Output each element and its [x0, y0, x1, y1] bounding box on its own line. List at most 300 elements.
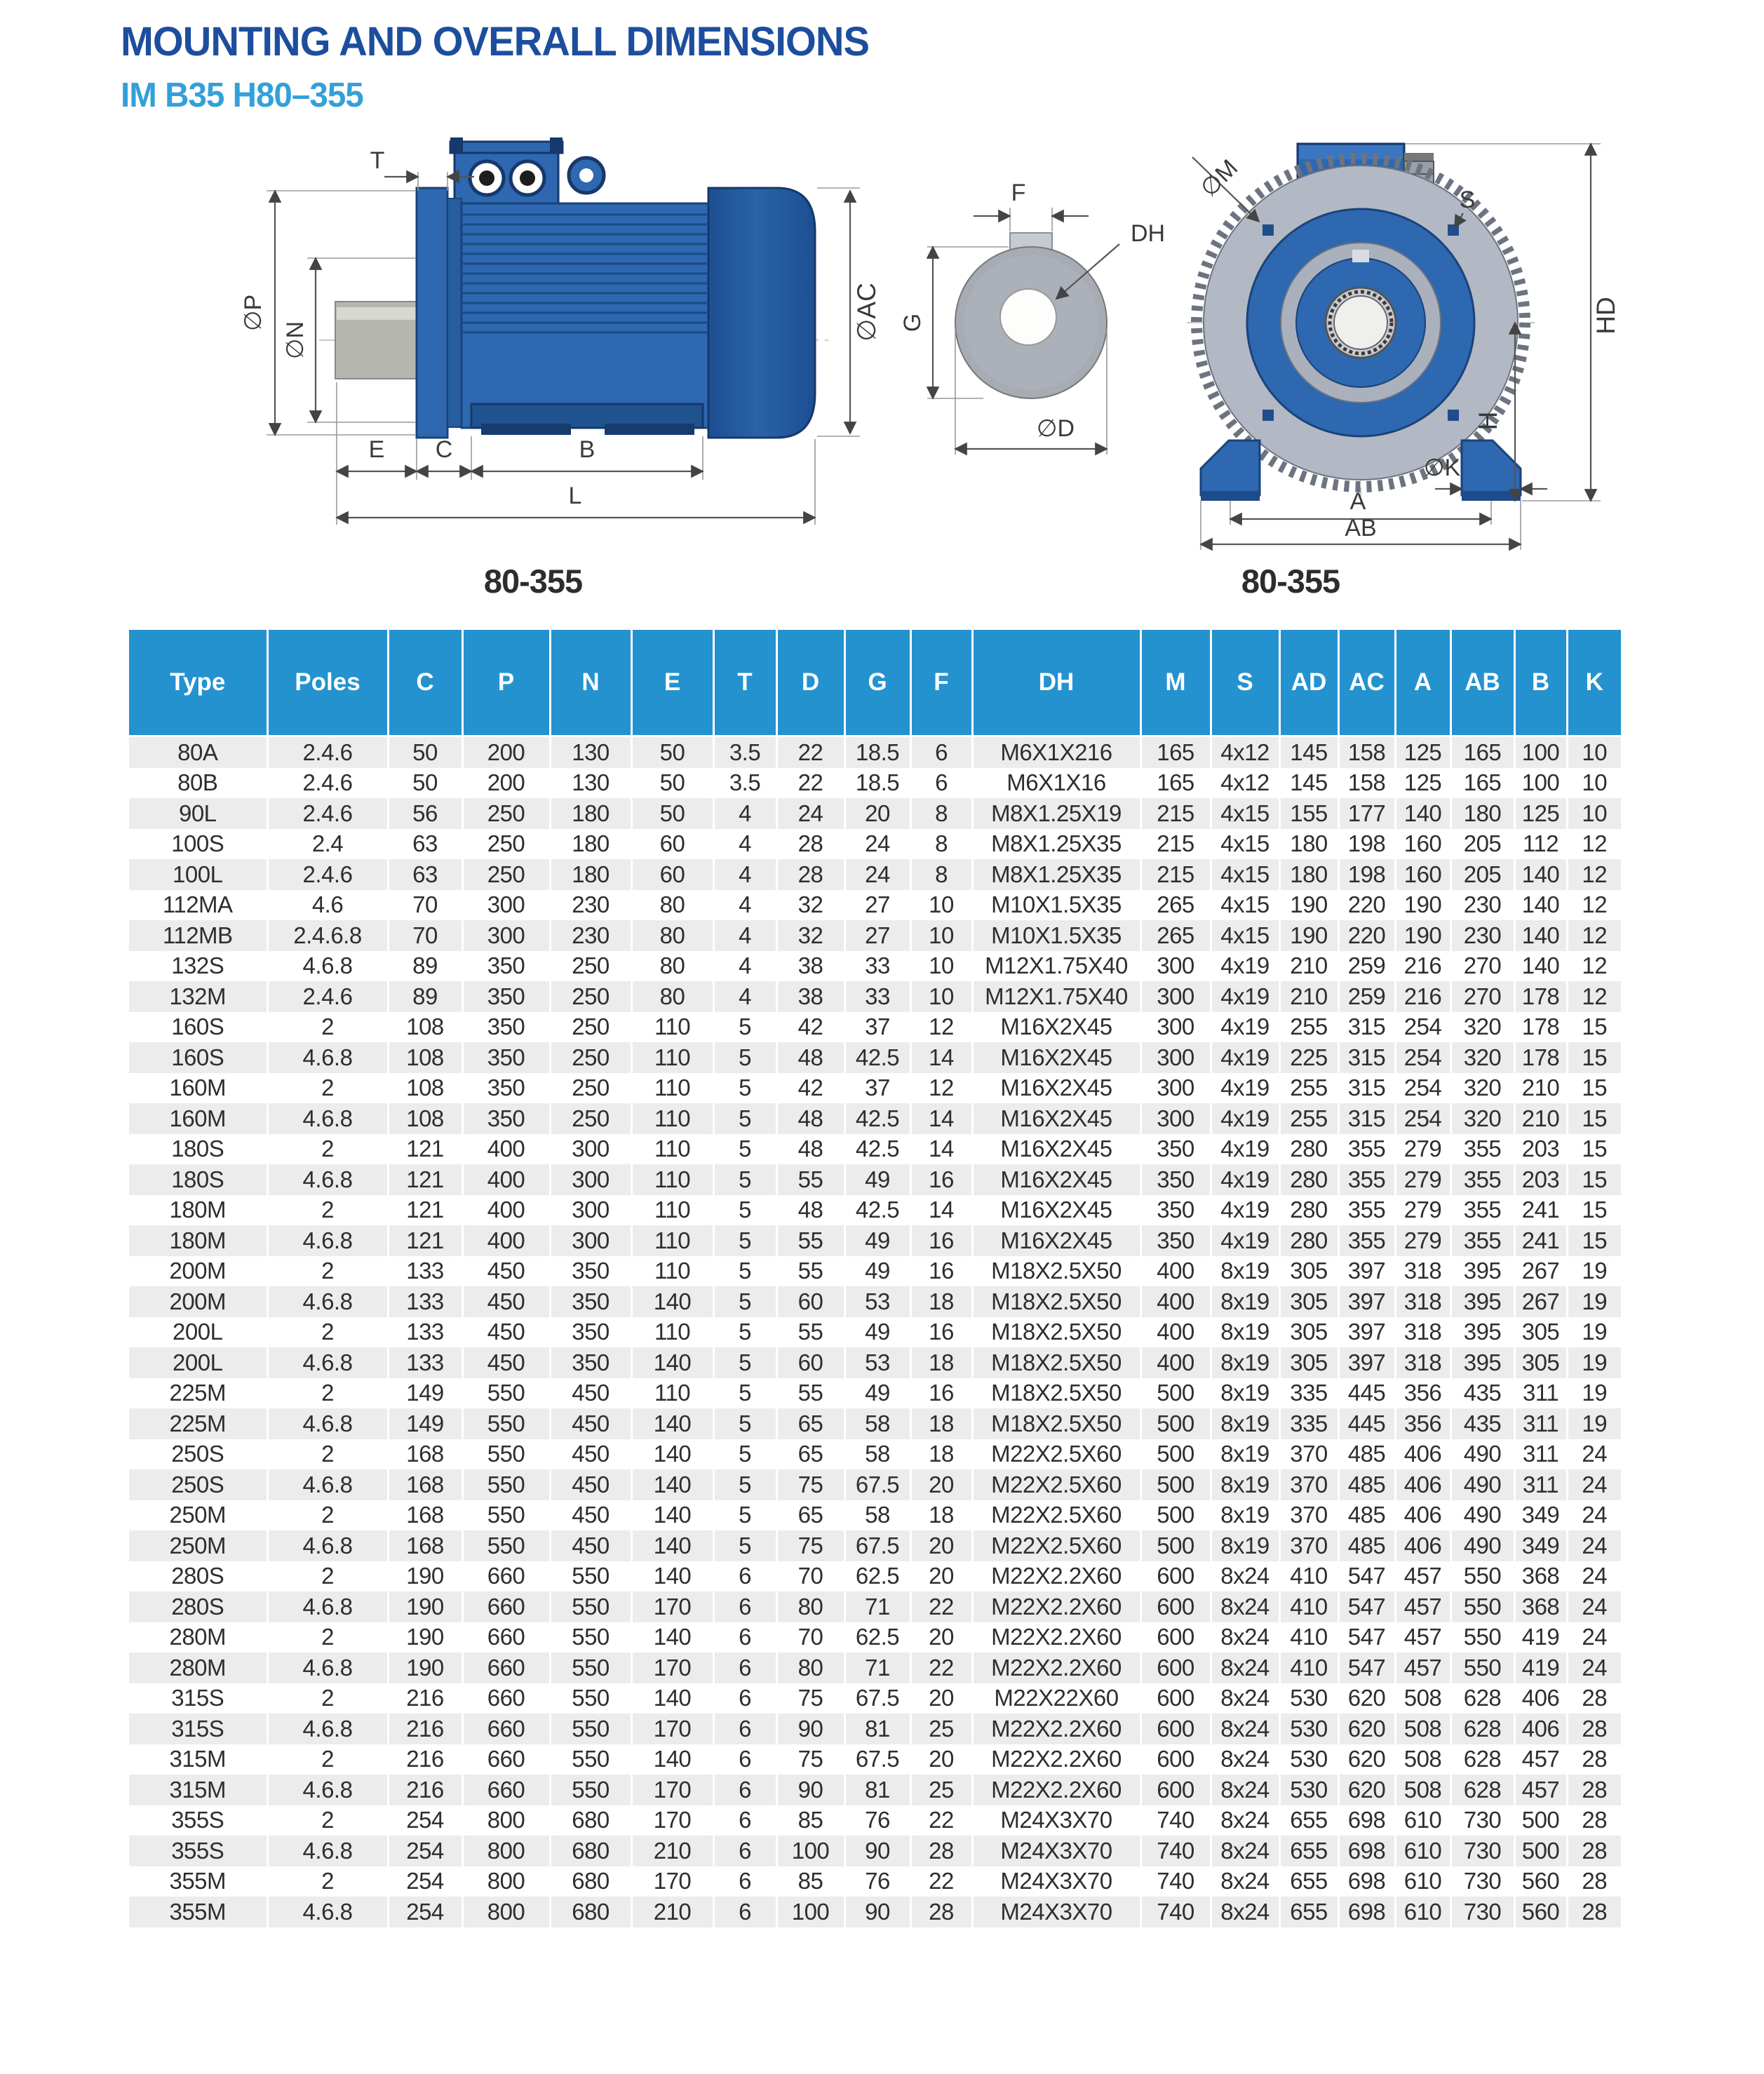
table-cell: 6 [713, 1652, 776, 1683]
table-cell: 110 [631, 1073, 713, 1104]
table-cell: 100L [129, 859, 267, 890]
table-cell: 110 [631, 1225, 713, 1256]
table-cell: 8x24 [1211, 1561, 1279, 1592]
table-cell: 4.6 [267, 890, 388, 921]
table-cell: 4.6.8 [267, 1775, 388, 1805]
table-cell: 280M [129, 1622, 267, 1653]
table-cell: M22X2.5X60 [972, 1439, 1140, 1470]
table-cell: 4 [713, 981, 776, 1012]
table-cell: 530 [1279, 1713, 1338, 1744]
table-cell: 5 [713, 1164, 776, 1195]
table-cell: 168 [388, 1469, 462, 1500]
table-cell: 58 [844, 1439, 910, 1470]
table-cell: 100 [776, 1897, 844, 1927]
table-cell: 6 [713, 1836, 776, 1866]
table-cell: 140 [1514, 920, 1567, 951]
table-row [129, 1500, 1621, 1531]
table-cell: 2.4.6 [267, 981, 388, 1012]
table-cell: 80 [631, 951, 713, 982]
table-cell: 42.5 [844, 1042, 910, 1073]
table-cell: 5 [713, 1134, 776, 1165]
table-cell: 680 [550, 1897, 631, 1927]
table-cell: 71 [844, 1591, 910, 1622]
table-cell: 6 [713, 1744, 776, 1775]
table-cell: 155 [1279, 798, 1338, 829]
table-cell: 200M [129, 1286, 267, 1317]
dim-label-F: F [1011, 180, 1026, 206]
table-cell: 5 [713, 1042, 776, 1073]
table-cell: 660 [462, 1561, 550, 1592]
table-cell: 355 [1338, 1195, 1395, 1226]
table-cell: 220 [1338, 920, 1395, 951]
dim-label-AC: ∅AC [852, 283, 881, 342]
table-cell: 215 [1140, 859, 1211, 890]
table-cell: 216 [388, 1775, 462, 1805]
table-cell: 628 [1450, 1713, 1514, 1744]
table-cell: 80 [776, 1591, 844, 1622]
table-cell: 170 [631, 1805, 713, 1836]
table-cell: 305 [1279, 1286, 1338, 1317]
table-cell: 660 [462, 1744, 550, 1775]
table-cell: 355 [1450, 1195, 1514, 1226]
table-cell: 70 [388, 890, 462, 921]
table-cell: 335 [1279, 1408, 1338, 1439]
table-cell: 27 [844, 920, 910, 951]
column-header-type: Type [129, 630, 267, 736]
table-cell: 500 [1140, 1439, 1211, 1470]
table-cell: 108 [388, 1073, 462, 1104]
table-cell: 110 [631, 1378, 713, 1409]
table-cell: 19 [1567, 1256, 1621, 1287]
table-cell: 100 [1514, 768, 1567, 799]
table-cell: 4.6.8 [267, 1713, 388, 1744]
table-cell: 90 [776, 1775, 844, 1805]
technical-drawings [0, 119, 1764, 638]
table-cell: 250 [550, 951, 631, 982]
column-header-m: M [1140, 630, 1211, 736]
table-cell: 350 [550, 1286, 631, 1317]
shaft-section-drawing [899, 180, 1165, 454]
table-cell: 170 [631, 1866, 713, 1897]
table-cell: 550 [462, 1439, 550, 1470]
table-cell: 112MB [129, 920, 267, 951]
table-cell: 250 [462, 798, 550, 829]
table-cell: 140 [1514, 890, 1567, 921]
page-subtitle: IM B35 H80–355 [121, 76, 363, 114]
table-cell: 350 [462, 1073, 550, 1104]
column-header-b: B [1514, 630, 1567, 736]
table-cell: 19 [1567, 1286, 1621, 1317]
table-cell: 400 [1140, 1347, 1211, 1378]
table-cell: 550 [550, 1652, 631, 1683]
table-cell: 450 [550, 1408, 631, 1439]
table-row [129, 1652, 1621, 1683]
table-cell: 16 [910, 1317, 972, 1348]
table-row [129, 768, 1621, 799]
table-cell: 24 [776, 798, 844, 829]
table-cell: 168 [388, 1439, 462, 1470]
table-cell: 300 [1140, 951, 1211, 982]
table-cell: 2 [267, 1561, 388, 1592]
table-cell: 4.6.8 [267, 1042, 388, 1073]
table-cell: 140 [631, 1469, 713, 1500]
table-cell: 4.6.8 [267, 951, 388, 982]
table-cell: 315 [1338, 1103, 1395, 1134]
table-cell: 315 [1338, 1042, 1395, 1073]
table-cell: 600 [1140, 1591, 1211, 1622]
table-cell: 18 [910, 1500, 972, 1531]
table-cell: 180 [550, 829, 631, 860]
table-cell: 485 [1338, 1439, 1395, 1470]
table-cell: M16X2X45 [972, 1195, 1140, 1226]
table-cell: 16 [910, 1225, 972, 1256]
table-cell: 108 [388, 1012, 462, 1043]
table-row [129, 1225, 1621, 1256]
table-cell: 10 [910, 890, 972, 921]
table-cell: 740 [1140, 1897, 1211, 1927]
table-cell: 158 [1338, 736, 1395, 768]
table-cell: 698 [1338, 1866, 1395, 1897]
table-cell: 395 [1450, 1347, 1514, 1378]
table-cell: 190 [1395, 920, 1450, 951]
table-cell: 8 [910, 798, 972, 829]
table-cell: 4x15 [1211, 798, 1279, 829]
table-cell: 210 [1279, 951, 1338, 982]
table-cell: 67.5 [844, 1744, 910, 1775]
table-cell: 5 [713, 1256, 776, 1287]
column-header-a: A [1395, 630, 1450, 736]
table-cell: 311 [1514, 1439, 1567, 1470]
column-header-dh: DH [972, 630, 1140, 736]
table-cell: 4x15 [1211, 829, 1279, 860]
table-cell: 8x19 [1211, 1530, 1279, 1561]
table-cell: 395 [1450, 1256, 1514, 1287]
table-cell: 680 [550, 1866, 631, 1897]
table-cell: 177 [1338, 798, 1395, 829]
table-cell: 610 [1395, 1805, 1450, 1836]
table-cell: 8x24 [1211, 1622, 1279, 1653]
table-cell: 203 [1514, 1134, 1567, 1165]
table-cell: 230 [1450, 920, 1514, 951]
table-cell: 168 [388, 1530, 462, 1561]
table-cell: 500 [1140, 1408, 1211, 1439]
table-cell: 550 [1450, 1561, 1514, 1592]
table-row [129, 1378, 1621, 1409]
table-cell: 280 [1279, 1225, 1338, 1256]
table-cell: M18X2.5X50 [972, 1408, 1140, 1439]
table-cell: 133 [388, 1286, 462, 1317]
table-cell: 63 [388, 829, 462, 860]
table-cell: 500 [1514, 1805, 1567, 1836]
table-cell: 25 [910, 1775, 972, 1805]
table-cell: 20 [844, 798, 910, 829]
table-cell: 254 [388, 1836, 462, 1866]
table-row [129, 1347, 1621, 1378]
table-cell: 800 [462, 1836, 550, 1866]
table-cell: 50 [631, 798, 713, 829]
table-cell: 254 [1395, 1012, 1450, 1043]
table-cell: 490 [1450, 1500, 1514, 1531]
table-cell: 133 [388, 1256, 462, 1287]
dim-label-P: ∅P [240, 294, 267, 332]
table-cell: 25 [910, 1713, 972, 1744]
table-cell: 4x19 [1211, 1195, 1279, 1226]
table-cell: 349 [1514, 1500, 1567, 1531]
table-cell: 28 [1567, 1805, 1621, 1836]
table-cell: 410 [1279, 1622, 1338, 1653]
table-cell: 410 [1279, 1652, 1338, 1683]
table-cell: 254 [388, 1805, 462, 1836]
table-cell: 108 [388, 1103, 462, 1134]
table-cell: 60 [631, 859, 713, 890]
table-cell: 8x19 [1211, 1378, 1279, 1409]
table-cell: 4x15 [1211, 859, 1279, 890]
table-cell: 190 [1279, 890, 1338, 921]
table-cell: 24 [1567, 1530, 1621, 1561]
column-header-g: G [844, 630, 910, 736]
table-cell: 19 [1567, 1347, 1621, 1378]
table-cell: 2 [267, 1805, 388, 1836]
table-cell: 216 [388, 1713, 462, 1744]
table-cell: 2 [267, 1500, 388, 1531]
table-cell: 8 [910, 829, 972, 860]
table-cell: 140 [631, 1439, 713, 1470]
table-cell: 660 [462, 1652, 550, 1683]
table-cell: 305 [1279, 1256, 1338, 1287]
dim-label-AB: AB [1345, 515, 1377, 541]
table-cell: 8x19 [1211, 1256, 1279, 1287]
table-cell: 457 [1395, 1652, 1450, 1683]
table-cell: 4x15 [1211, 920, 1279, 951]
table-cell: 250 [550, 981, 631, 1012]
column-header-f: F [910, 630, 972, 736]
table-cell: 355S [129, 1836, 267, 1866]
table-cell: 547 [1338, 1591, 1395, 1622]
table-cell: 190 [388, 1652, 462, 1683]
table-cell: 8x19 [1211, 1500, 1279, 1531]
table-cell: 457 [1514, 1744, 1567, 1775]
table-cell: 70 [776, 1561, 844, 1592]
table-row [129, 1042, 1621, 1073]
table-cell: 19 [1567, 1408, 1621, 1439]
table-cell: 280M [129, 1652, 267, 1683]
table-cell: 50 [388, 768, 462, 799]
table-cell: 445 [1338, 1378, 1395, 1409]
table-cell: 165 [1450, 768, 1514, 799]
table-cell: 259 [1338, 951, 1395, 982]
table-cell: 48 [776, 1134, 844, 1165]
table-cell: 75 [776, 1530, 844, 1561]
table-cell: 315 [1338, 1012, 1395, 1043]
table-cell: 67.5 [844, 1683, 910, 1714]
table-cell: 168 [388, 1500, 462, 1531]
table-cell: 50 [631, 768, 713, 799]
table-cell: 265 [1140, 920, 1211, 951]
table-cell: 320 [1450, 1012, 1514, 1043]
column-header-d: D [776, 630, 844, 736]
table-cell: 315S [129, 1683, 267, 1714]
table-cell: 655 [1279, 1897, 1338, 1927]
table-cell: 508 [1395, 1713, 1450, 1744]
table-cell: 149 [388, 1408, 462, 1439]
table-cell: 254 [388, 1897, 462, 1927]
table-cell: 49 [844, 1225, 910, 1256]
table-cell: 80 [631, 920, 713, 951]
table-cell: 2 [267, 1195, 388, 1226]
table-cell: 5 [713, 1378, 776, 1409]
table-cell: 20 [910, 1469, 972, 1500]
table-cell: 160 [1395, 859, 1450, 890]
table-cell: 400 [462, 1164, 550, 1195]
table-cell: 22 [910, 1866, 972, 1897]
table-cell: 140 [1514, 859, 1567, 890]
table-cell: 280 [1279, 1195, 1338, 1226]
table-cell: 305 [1279, 1347, 1338, 1378]
table-row [129, 859, 1621, 890]
table-row [129, 1530, 1621, 1561]
table-cell: M16X2X45 [972, 1073, 1140, 1104]
table-cell: 355 [1338, 1225, 1395, 1256]
table-cell: 230 [1450, 890, 1514, 921]
table-cell: 38 [776, 981, 844, 1012]
table-cell: 55 [776, 1317, 844, 1348]
table-row [129, 798, 1621, 829]
table-cell: 110 [631, 1134, 713, 1165]
table-cell: 560 [1514, 1897, 1567, 1927]
table-cell: 24 [1567, 1622, 1621, 1653]
table-cell: 2 [267, 1134, 388, 1165]
table-cell: 8x24 [1211, 1897, 1279, 1927]
table-cell: M18X2.5X50 [972, 1378, 1140, 1409]
table-cell: 8x19 [1211, 1469, 1279, 1500]
dim-label-H: H [1474, 411, 1502, 431]
table-cell: 8 [910, 859, 972, 890]
table-cell: 49 [844, 1256, 910, 1287]
table-cell: M18X2.5X50 [972, 1317, 1140, 1348]
table-cell: 550 [1450, 1652, 1514, 1683]
table-cell: 67.5 [844, 1530, 910, 1561]
table-cell: 419 [1514, 1652, 1567, 1683]
table-row [129, 1439, 1621, 1470]
table-cell: M18X2.5X50 [972, 1347, 1140, 1378]
table-cell: 80 [631, 981, 713, 1012]
table-cell: 241 [1514, 1225, 1567, 1256]
table-cell: 2.4.6 [267, 736, 388, 768]
table-cell: 450 [550, 1469, 631, 1500]
table-cell: 280 [1279, 1134, 1338, 1165]
front-flange [417, 188, 447, 438]
table-cell: 32 [776, 920, 844, 951]
motor-body [462, 203, 708, 428]
table-row [129, 1775, 1621, 1805]
table-cell: 15 [1567, 1195, 1621, 1226]
table-cell: 255 [1279, 1103, 1338, 1134]
table-cell: 4.6.8 [267, 1836, 388, 1866]
table-cell: 350 [550, 1256, 631, 1287]
table-cell: 132S [129, 951, 267, 982]
table-cell: 160M [129, 1103, 267, 1134]
table-cell: 550 [550, 1622, 631, 1653]
table-cell: 20 [910, 1561, 972, 1592]
table-cell: 140 [631, 1683, 713, 1714]
table-cell: 210 [631, 1836, 713, 1866]
table-cell: 55 [776, 1256, 844, 1287]
table-cell: 445 [1338, 1408, 1395, 1439]
table-cell: M16X2X45 [972, 1103, 1140, 1134]
table-cell: 5 [713, 1286, 776, 1317]
table-cell: 397 [1338, 1347, 1395, 1378]
table-cell: 250 [462, 859, 550, 890]
table-cell: 14 [910, 1103, 972, 1134]
table-cell: 10 [910, 981, 972, 1012]
table-cell: 2 [267, 1866, 388, 1897]
table-cell: 267 [1514, 1286, 1567, 1317]
table-cell: 42.5 [844, 1103, 910, 1134]
table-cell: 547 [1338, 1622, 1395, 1653]
table-cell: 550 [462, 1378, 550, 1409]
table-cell: 4x19 [1211, 1103, 1279, 1134]
table-cell: 2 [267, 1012, 388, 1043]
table-cell: 350 [462, 1103, 550, 1134]
table-cell: 89 [388, 951, 462, 982]
column-header-p: P [462, 630, 550, 736]
table-cell: 33 [844, 951, 910, 982]
table-cell: 205 [1450, 859, 1514, 890]
table-cell: 140 [631, 1347, 713, 1378]
table-cell: 400 [1140, 1256, 1211, 1287]
table-cell: 450 [462, 1286, 550, 1317]
table-cell: 698 [1338, 1897, 1395, 1927]
table-cell: 160M [129, 1073, 267, 1104]
front-view-drawing [1187, 144, 1620, 600]
table-cell: 28 [1567, 1775, 1621, 1805]
table-cell: 190 [1395, 890, 1450, 921]
table-cell: 4x12 [1211, 736, 1279, 768]
table-cell: 318 [1395, 1256, 1450, 1287]
table-cell: 24 [1567, 1591, 1621, 1622]
table-cell: 6 [713, 1775, 776, 1805]
table-cell: 70 [776, 1622, 844, 1653]
table-cell: M12X1.75X40 [972, 981, 1140, 1012]
column-header-t: T [713, 630, 776, 736]
table-cell: 655 [1279, 1836, 1338, 1866]
table-cell: 550 [550, 1775, 631, 1805]
dim-label-M: ∅M [1195, 154, 1244, 203]
table-cell: 254 [1395, 1103, 1450, 1134]
table-cell: 8x24 [1211, 1652, 1279, 1683]
table-cell: 254 [1395, 1073, 1450, 1104]
table-cell: 160S [129, 1042, 267, 1073]
table-cell: 125 [1514, 798, 1567, 829]
table-cell: 145 [1279, 736, 1338, 768]
table-cell: 508 [1395, 1775, 1450, 1805]
table-cell: 254 [1395, 1042, 1450, 1073]
table-cell: 140 [631, 1500, 713, 1531]
table-cell: 6 [713, 1561, 776, 1592]
table-cell: 24 [1567, 1561, 1621, 1592]
table-cell: 125 [1395, 736, 1450, 768]
table-cell: 170 [631, 1775, 713, 1805]
table-cell: M6X1X216 [972, 736, 1140, 768]
table-cell: 28 [1567, 1713, 1621, 1744]
header-row [129, 630, 1621, 736]
table-cell: 216 [1395, 951, 1450, 982]
table-cell: 160 [1395, 829, 1450, 860]
table-cell: 8x24 [1211, 1805, 1279, 1836]
table-cell: 16 [910, 1378, 972, 1409]
table-cell: 158 [1338, 768, 1395, 799]
table-row [129, 1866, 1621, 1897]
